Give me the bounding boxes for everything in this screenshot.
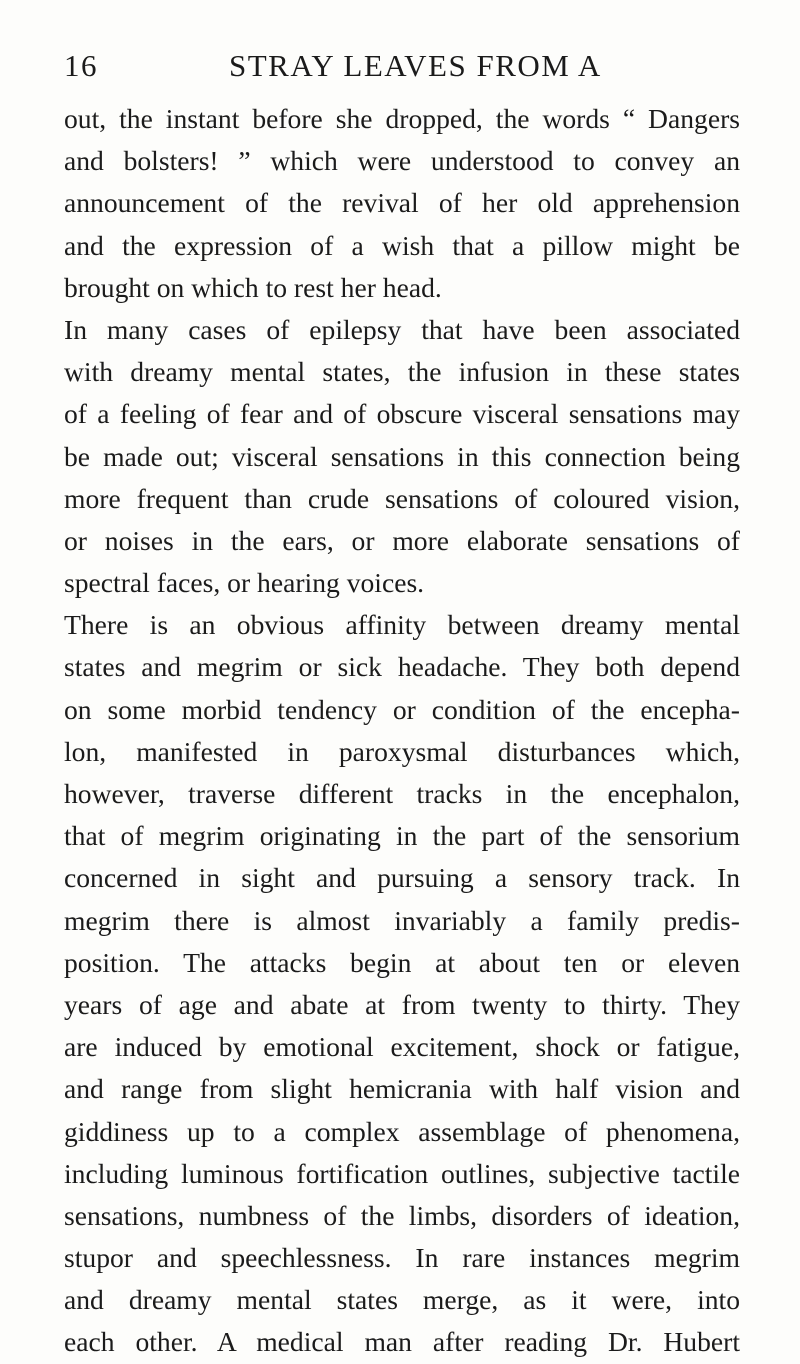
text-line: and range from slight hemicrania with half vision and <box>64 1073 740 1105</box>
text-line: however, traverse different tracks in the encephalon, <box>64 778 740 809</box>
text-line: There is an obvious affinity between dreamy mental <box>64 609 740 641</box>
text-line: of a feeling of fear and of obscure visceral sensations may <box>64 398 740 430</box>
page-number: 16 <box>64 48 98 83</box>
text-line: lon, manifested in paroxysmal disturbances which, <box>64 735 740 767</box>
text-line: including luminous fortification outlines, subjective tactile <box>64 1157 740 1189</box>
text-line: years of age and abate at from twenty to thirty. They <box>64 988 740 1020</box>
text-line: announcement of the revival of her old apprehension <box>64 187 740 219</box>
text-line: or noises in the ears, or more elaborate sensations of <box>64 524 740 556</box>
text-line: be made out; visceral sensations in this connection being <box>64 440 740 472</box>
body-text <box>64 98 740 1364</box>
text-line: position. The attacks begin at about ten or eleven <box>64 946 740 978</box>
text-line: In many cases of epilepsy that have been associated <box>64 313 740 345</box>
text-line: brought on which to rest her head. <box>64 271 442 303</box>
text-line: that of megrim originating in the part of the sensorium <box>64 820 740 852</box>
text-line: out, the instant before she dropped, the words “ Dangers <box>64 103 740 134</box>
text-line: more frequent than crude sensations of coloured vision, <box>64 482 740 514</box>
text-line: are induced by emotional excitement, shock or fatigue, <box>64 1031 740 1063</box>
text-line: stupor and speechlessness. In rare instances megrim <box>64 1242 740 1274</box>
text-line: with dreamy mental states, the infusion in these states <box>64 356 740 388</box>
running-head <box>64 40 740 86</box>
text-line: concerned in sight and pursuing a sensory track. In <box>64 862 740 894</box>
text-line: and the expression of a wish that a pillow might be <box>64 229 740 261</box>
text-line: giddiness up to a complex assemblage of phenomena, <box>64 1115 740 1147</box>
text-line: each other. A medical man after reading Dr. Hubert <box>64 1326 740 1358</box>
text-line: spectral faces, or hearing voices. <box>64 567 425 599</box>
text-line: and dreamy mental states merge, as it were, into <box>64 1284 740 1316</box>
book-page <box>64 40 740 1364</box>
text-line: on some morbid tendency or condition of the encepha- <box>64 693 740 725</box>
text-line: and bolsters! ” which were understood to convey an <box>64 145 740 177</box>
running-head-title: STRAY LEAVES FROM A <box>229 48 602 83</box>
text-line: megrim there is almost invariably a family predis- <box>64 904 740 936</box>
text-line: states and megrim or sick headache. They both depend <box>64 651 740 683</box>
text-line: sensations, numbness of the limbs, disorders of ideation, <box>64 1199 740 1231</box>
